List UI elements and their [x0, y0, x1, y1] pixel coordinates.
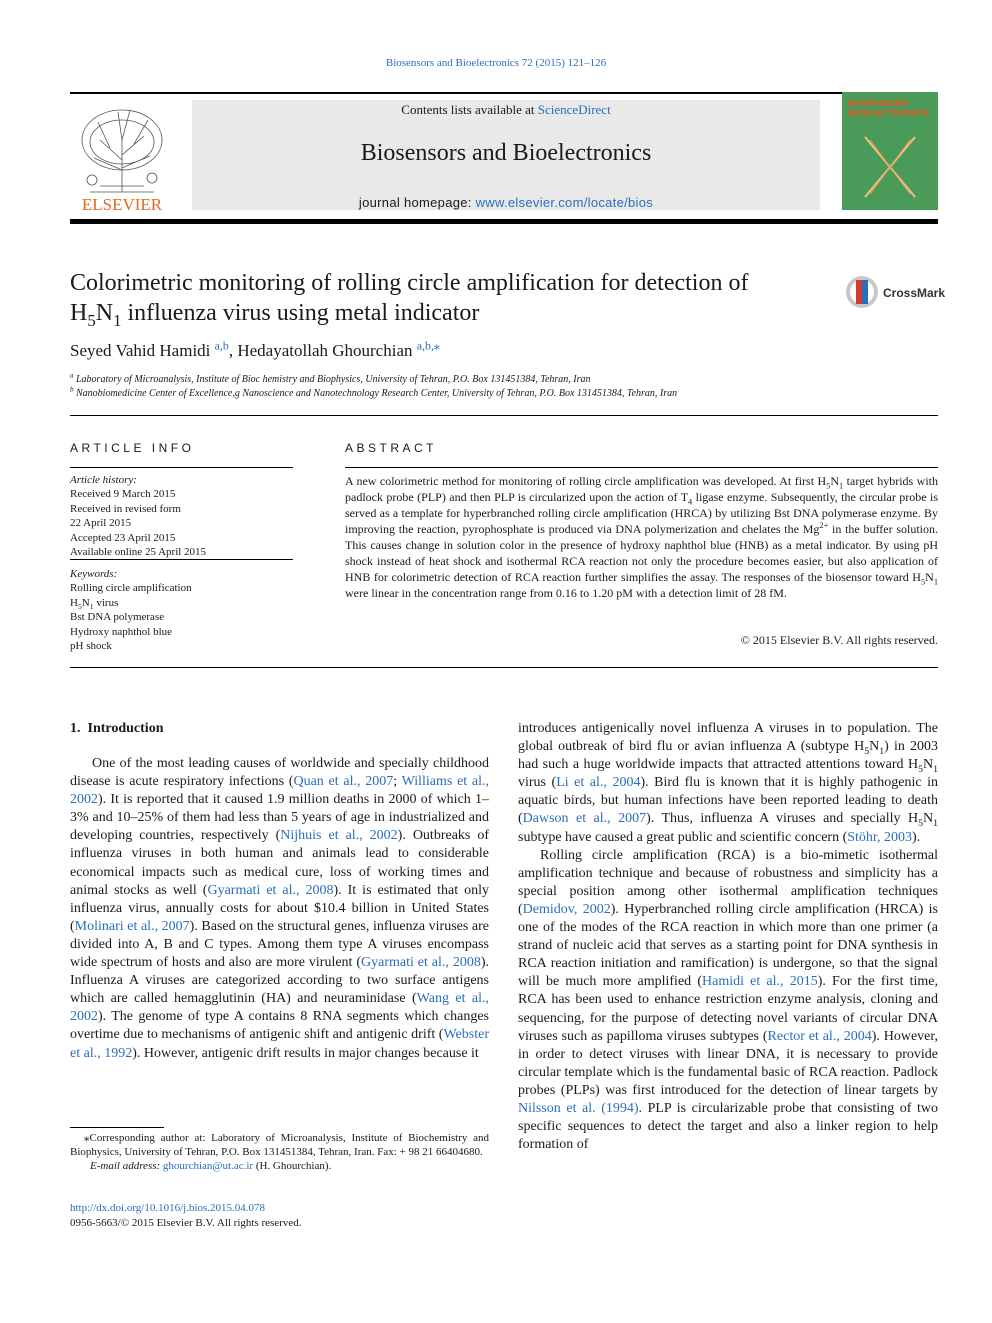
- citation-link[interactable]: Dawson et al., 2007: [522, 811, 647, 827]
- keywords: [70, 567, 293, 653]
- title-line-1: Colorimetric monitoring of rolling circle amplification for detection of: [70, 270, 749, 296]
- article-info-heading: ARTICLE INFO: [70, 441, 195, 455]
- author-1[interactable]: Seyed Vahid Hamidi: [70, 341, 211, 360]
- journal-homepage: [192, 195, 820, 210]
- article-history: [70, 473, 293, 559]
- intro-right-column: [518, 720, 938, 1154]
- corresponding-author-footnote: [70, 1131, 489, 1174]
- crossmark-label: CrossMark: [883, 286, 946, 300]
- citation-link[interactable]: Li et al., 2004: [556, 775, 641, 791]
- crossmark-icon: [845, 274, 879, 310]
- journal-citation[interactable]: Biosensors and Bioelectronics 72 (2015) 121–126: [385, 57, 607, 69]
- history-accepted: Accepted 23 April 2015: [70, 531, 176, 544]
- contents-line: [192, 102, 820, 118]
- history-revised: Received in revised form: [70, 502, 181, 515]
- citation-link[interactable]: Webster et al., 1992: [70, 1027, 489, 1061]
- intro-paragraph-1: One of the most leading causes of worldwide and specially childhood disease is acute respiratory infections (Quan et al., 2007; Williams et al., 2002). It is reported that it caused 1.9 million deaths in 2000 of which 1–3% and 10–25% of them had less than 5 years of age in industrialized and developing countries, respectively (Nijhuis et al., 2002). Outbreaks of influenza viruses in both human and animals lead to considerable economical impacts such as medical cure, loss of working times and animal stocks as well (Gyarmati et al., 2008). It is estimated that only influenza virus, annually costs for about $10.4 billion in United States (Molinari et al., 2007). Based on the structural genes, influenza viruses are divided into A, B and C types. Among them type A viruses encompass wide spectrum of hosts and also are more virulent (Gyarmati et al., 2008). Influenza A viruses are categorized according to two surface antigens which are called hemagglutinin (HA) and neuraminidase (Wang et al., 2002). The genome of type A contains 8 RNA segments which changes overtime due to mechanisms of antigenic shift and antigenic drift (Webster et al., 1992). However, antigenic drift results in major changes because it: [70, 756, 490, 1061]
- history-online: Available online 25 April 2015: [70, 546, 207, 559]
- section-number: 1.: [70, 721, 81, 736]
- citation-link[interactable]: Nijhuis et al., 2002: [280, 828, 398, 844]
- intro-left-column: [70, 755, 489, 1063]
- title-line-2: $H_5N_1$ influenza virus using metal indicator: [70, 300, 480, 330]
- history-received: Received 9 March 2015: [70, 488, 176, 501]
- sciencedirect-link[interactable]: ScienceDirect: [537, 102, 611, 117]
- section-title: Introduction: [87, 721, 164, 736]
- abstract-rule: [345, 467, 938, 468]
- elsevier-logo: [70, 100, 174, 215]
- introduction-heading: [70, 721, 163, 737]
- article-info-rule: [70, 467, 293, 468]
- email-link[interactable]: ghourchian@ut.ac.ir: [162, 1160, 254, 1173]
- elsevier-tree-icon: [70, 100, 174, 215]
- contents-prefix: Contents lists available at: [401, 102, 538, 117]
- cover-graphic-icon: [860, 132, 920, 202]
- homepage-link[interactable]: www.elsevier.com/locate/bios: [475, 195, 654, 210]
- citation-link[interactable]: Demidov, 2002: [522, 901, 611, 917]
- author-1-affil[interactable]: a,b: [214, 338, 229, 353]
- cover-title: BIOSENSORS BIOELECTRONICS: [848, 98, 929, 118]
- keyword-item: $H_5N_1$ virus: [70, 596, 119, 611]
- abstract-copyright: © 2015 Elsevier B.V. All rights reserved.: [740, 633, 938, 647]
- footnote-rule: [70, 1127, 164, 1128]
- article-title: [70, 268, 840, 328]
- author-2[interactable]: Hedayatollah Ghourchian: [237, 341, 413, 360]
- keyword-item: pH shock: [70, 640, 112, 653]
- keyword-item: Bst DNA polymerase: [70, 611, 165, 624]
- header-top-rule: [70, 92, 938, 94]
- citation-link[interactable]: Nilsson et al. (1994): [518, 1100, 639, 1116]
- journal-cover-image[interactable]: [842, 92, 938, 210]
- citation-link[interactable]: Quan et al., 2007: [293, 774, 394, 790]
- affiliation-rule: [70, 415, 938, 416]
- abstract-heading: ABSTRACT: [345, 441, 438, 455]
- author-2-affil[interactable]: a,b,⁎: [416, 338, 440, 353]
- citation-link[interactable]: Wang et al., 2002: [70, 991, 490, 1025]
- history-label: Article history:: [70, 474, 137, 486]
- header-bottom-rule: [70, 219, 938, 224]
- citation-link[interactable]: Gyarmati et al., 2008: [207, 882, 334, 898]
- affiliation-b: $^b$ Nanobiomedicine Center of Excellence,g Nanoscience and Nanotechnology Research Center, University of Tehran, P.O. Box 131451384, Tehran, Iran: [70, 385, 678, 399]
- citation-link[interactable]: Rector et al., 2004: [767, 1028, 872, 1044]
- abstract-text: A new colorimetric method for monitoring of rolling circle amplification was developed. At first $H_5N_1$ target hybrids with padlock probe (PLP) and then PLP is circularized upon the action of $T_4$ ligase enzyme. Subsequently, the circular probe is served as a template for hyperbranched rolling circle amplification (HRCA) by utilizing Bst DNA polymerase enzyme. By improving the reaction, pyrophosphate is produced via DNA polymerization and chelates the $Mg^{2+}$ in the buffer solution. This causes change in solution color in the presence of hydroxy naphthol blue (HNB) as a metal indicator. By using pH shock instead of heat shock and isothermal RCA reaction not only the procedure becomes easier, but also application of HNB for colorimetric detection of RCA reaction further simplifies the assay. The responses of the biosensor toward $H_5N_1$ were linear in the concentration range from 0.16 to 1.20 pM with a detection limit of 28 fM.: [345, 474, 939, 600]
- history-revised-date: 22 April 2015: [70, 517, 132, 530]
- homepage-prefix: journal homepage:: [358, 195, 476, 210]
- keyword-item: Hydroxy naphthol blue: [70, 625, 173, 638]
- intro-paragraph-1-cont: introduces antigenically novel influenza A viruses in to population. The global outbreak of bird flu or avian influenza A (subtype $H_5N_1$) in 2003 had such a huge worldwide impacts that attracted attentions toward $H_5N_1$ virus (Li et al., 2004). Bird flu is known that it is highly pathogenic in aquatic birds, but human infections have been reported leading to death (Dawson et al., 2007). Thus, influenza A viruses and specially $H_5N_1$ subtype have caused a great public and scientific concern (Stöhr, 2003).: [518, 721, 938, 845]
- citation-link[interactable]: Williams et al., 2002: [70, 774, 490, 808]
- svg-text:ELSEVIER: ELSEVIER: [81, 195, 163, 214]
- email-line: E-mail address: ghourchian@ut.ac.ir (H. Ghourchian).: [90, 1160, 332, 1173]
- issn-line: 0956-5663/© 2015 Elsevier B.V. All rights reserved.: [70, 1217, 302, 1229]
- citation-link[interactable]: Gyarmati et al., 2008: [361, 955, 481, 971]
- history-rule: [70, 559, 293, 560]
- doi-block: [70, 1201, 302, 1231]
- crossmark-badge[interactable]: [845, 274, 946, 312]
- abstract-bottom-rule: [70, 667, 938, 668]
- affiliation-a: $^a$ Laboratory of Microanalysis, Institute of Bioc hemistry and Biophysics, University of Tehran, P.O. Box 131451384, Tehran, Iran: [70, 371, 591, 385]
- citation-link[interactable]: Hamidi et al., 2015: [702, 974, 818, 990]
- doi-link[interactable]: http://dx.doi.org/10.1016/j.bios.2015.04.078: [70, 1202, 266, 1214]
- corresponding-author-text: ⁎Corresponding author at: Laboratory of Microanalysis, Institute of Biochemistry and Biophysics, University of Tehran, P.O. Box 131451384, Tehran, Iran. Fax: + 98 21 66404680.: [70, 1132, 489, 1159]
- authors: Seyed Vahid Hamidi $^{a,b}$, Hedayatollah Ghourchian $^{a,b,⁎}$: [70, 338, 440, 360]
- keyword-item: Rolling circle amplification: [70, 582, 192, 595]
- citation-link[interactable]: Stöhr, 2003: [847, 829, 913, 845]
- intro-paragraph-2: Rolling circle amplification (RCA) is a bio-mimetic isothermal amplification technique and because of robustness and simplicity has a special position among other isothermal amplification techniques (Demidov, 2002). Hyperbranched rolling circle amplification (HRCA) is one of the modes of the RCA reaction in which more than one primer (a strand of nucleic acid that serves as a starting point for DNA synthesis in RCA reaction initiation and ramification) is undergone, so that the signal will be much more amplified (Hamidi et al., 2015). For the first time, RCA has been used to enhance restriction enzyme analysis, cloning and sequencing, for the purpose of detecting novel variants of circular DNA viruses such as papilloma viruses subtypes (Rector et al., 2004). However, in order to detect viruses with linear DNA, it is necessary to provide circular template which is the fundamental basic of RCA reaction. Padlock probes (PLPs) was first introduced for the detection of linear targets by Nilsson et al. (1994). PLP is circularizable probe that consisting of two specific sequences to detect the target and also a linker region to help formation of: [518, 847, 939, 1153]
- citation-link[interactable]: Molinari et al., 2007: [74, 918, 190, 934]
- journal-name: Biosensors and Bioelectronics: [360, 140, 652, 166]
- keywords-label: Keywords:: [70, 568, 118, 580]
